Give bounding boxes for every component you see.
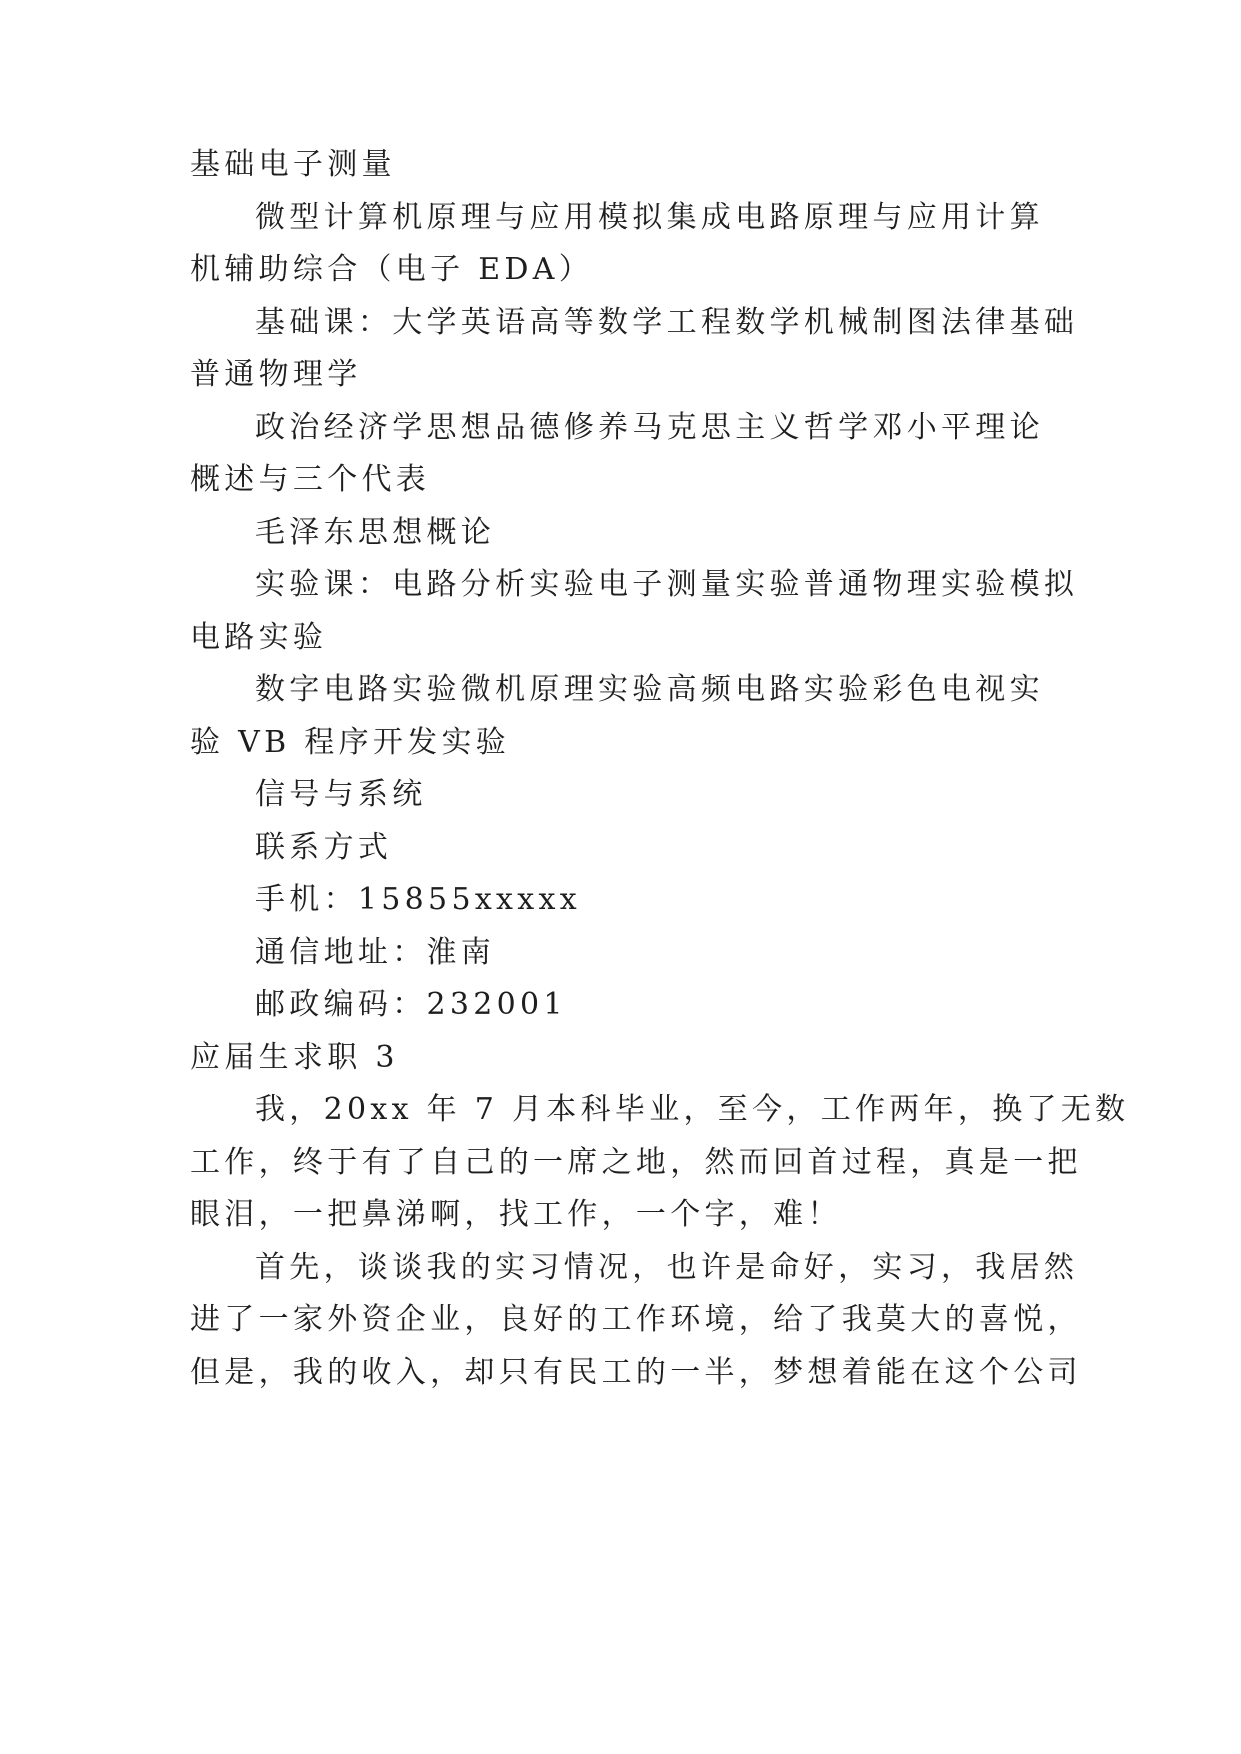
- course-line: 基础电子测量: [190, 147, 396, 182]
- document-body: [190, 139, 1130, 1399]
- paragraph-line: 我，20xx 年 7 月本科毕业，至今，工作两年，换了无数: [255, 1092, 1130, 1127]
- contact-postcode: 邮政编码：232001: [255, 987, 567, 1022]
- course-line: 机辅助综合（电子 EDA）: [190, 252, 594, 287]
- basic-courses-line: 基础课：大学英语高等数学工程数学机械制图法律基础: [255, 304, 1079, 340]
- lab-courses-line: 电路实验: [190, 619, 328, 655]
- contact-heading: 联系方式: [255, 829, 393, 865]
- lab-courses-line: 验 VB 程序开发实验: [190, 724, 511, 760]
- paragraph-line: 首先，谈谈我的实习情况，也许是命好，实习，我居然: [255, 1249, 1079, 1285]
- lab-courses-line: 数字电路实验微机原理实验高频电路实验彩色电视实: [255, 672, 1044, 707]
- contact-address: 通信地址：淮南: [255, 934, 496, 970]
- basic-courses-line: 概述与三个代表: [190, 462, 431, 497]
- paragraph-line: 进了一家外资企业，良好的工作环境，给了我莫大的喜悦，: [190, 1302, 1082, 1337]
- basic-courses-line: 普通物理学: [190, 357, 362, 392]
- paragraph-line: 眼泪，一把鼻涕啊，找工作，一个字，难！: [190, 1197, 842, 1232]
- course-line: 信号与系统: [255, 777, 427, 812]
- contact-phone: 手机：15855xxxxx: [255, 882, 581, 917]
- paragraph-line: 工作，终于有了自己的一席之地，然而回首过程，真是一把: [190, 1144, 1082, 1180]
- section-title: 应届生求职 3: [190, 1039, 399, 1075]
- basic-courses-line: 政治经济学思想品德修养马克思主义哲学邓小平理论: [255, 409, 1044, 445]
- basic-courses-line: 毛泽东思想概论: [255, 514, 496, 550]
- lab-courses-line: 实验课：电路分析实验电子测量实验普通物理实验模拟: [255, 567, 1079, 602]
- paragraph-line: 但是，我的收入，却只有民工的一半，梦想着能在这个公司: [190, 1354, 1082, 1390]
- course-line: 微型计算机原理与应用模拟集成电路原理与应用计算: [255, 199, 1044, 235]
